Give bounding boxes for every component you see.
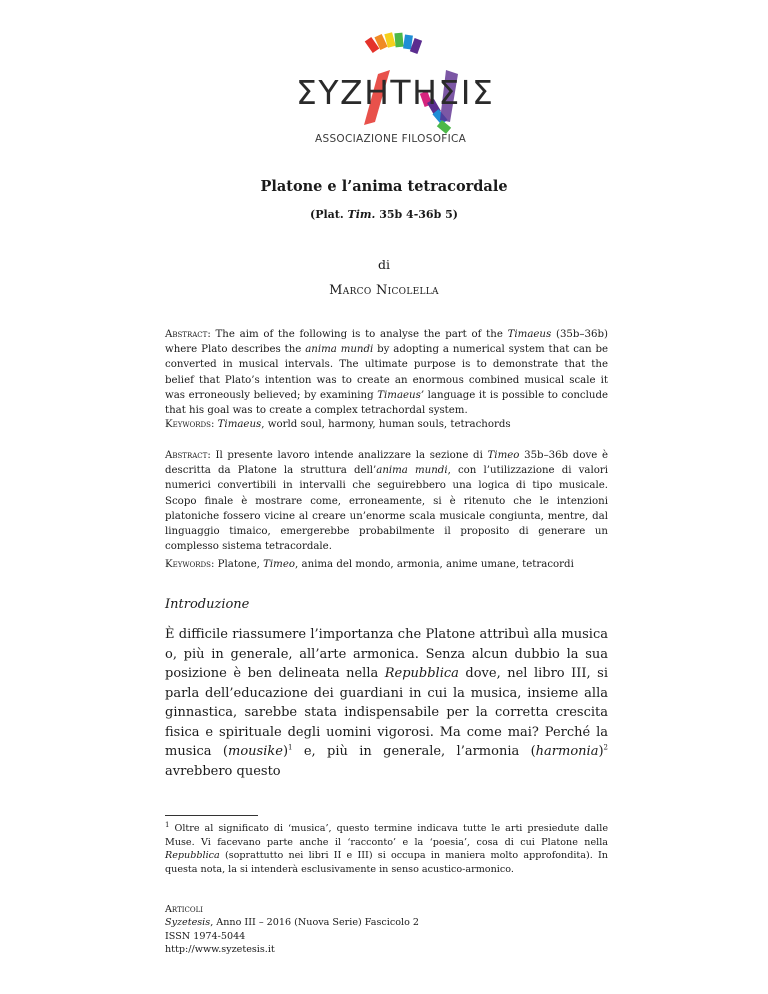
body-paragraph: È difficile riassumere l’importanza che Platone attribuì alla musica o, più in generale, all’arte armonica. Senza alcun dubbio la sua posizione è ben delineata nella Repubblica dove, nel libro III, si parla dell’educazione dei guardiani in cui la musica, insieme alla ginnastica, sarebbe stata indispensabile per la corretta crescita fisica e spirituale degli uomini vigorosi. Ma come mai? Perché la musica (mousike)$^1$ e, più in generale, l’armonia (harmonia)$^2$ avrebbero questo: [165, 627, 609, 779]
subtitle-suffix: 35b 4-36b 5): [375, 208, 458, 221]
body-italic: harmonia: [535, 744, 599, 759]
footnote-divider: [165, 815, 258, 816]
footer-url[interactable]: http://www.syzetesis.it: [165, 943, 275, 955]
body-text: dove, nel libro III, si parla dell’educazione dei guardiani in cui la musica, insieme alla ginnastica, sarebbe stata indispensabile per la corretta crescita fisica e spirituale degli uomini vigorosi. Ma come mai? Perché la musica (: [165, 666, 609, 759]
footnote: [165, 822, 608, 876]
footnote-italic: Repubblica: [165, 850, 220, 861]
abstract-italic: Timeo: [487, 450, 520, 461]
keywords-sep: :: [210, 419, 218, 430]
footnote-ref[interactable]: 1: [288, 743, 293, 752]
abstract-label: Abstract: [165, 329, 208, 340]
subtitle-italic: Tim.: [347, 208, 376, 221]
abstract-italic: Timaeus: [507, 329, 552, 340]
abstract-text: (35b–36b) where Plato describes the: [165, 329, 608, 356]
footer-issn: ISSN 1974-5044: [165, 930, 246, 942]
keywords-english: [165, 417, 608, 432]
article-subtitle: [0, 208, 768, 221]
author-name: Marco Nicolella: [329, 283, 439, 298]
footnote-ref[interactable]: 2: [603, 743, 608, 752]
keywords-text: : Platone,: [210, 559, 264, 570]
footer-section: Articoli: [165, 904, 204, 915]
body-text: È difficile riassumere l’importanza che Platone attribuì alla musica o, più in generale, all’arte armonica. Senza alcun dubbio la sua posizione è ben delineata nella: [165, 627, 608, 681]
keywords-italic: Timeo: [263, 559, 296, 570]
footer-journal: [165, 916, 419, 929]
keywords-text: , world soul, harmony, human souls, tetrachords: [261, 419, 511, 430]
body-text: e, più in generale, l’armonia (: [292, 744, 536, 759]
keywords-italic: Timaeus: [217, 419, 262, 430]
abstract-text: : Il presente lavoro intende analizzare la sezione di: [207, 450, 488, 461]
abstract-italian: [165, 448, 608, 554]
abstract-label: Abstract: [165, 450, 208, 461]
abstract-text: language it is possible to conclude that his goal was to create a complex tetrachordal system.: [165, 389, 608, 417]
page-footer: [165, 903, 419, 956]
abstract-text: , con l’utilizzazione di valori numerici convertibili in intervalli che seguirebbero una logica di tipo musicale. Scopo finale è mostrare come, erroneamente, si è ritenuto che le intenzioni platoniche fossero vicine al creare un’enorme scala musicale congiunta, mentre, dal linguaggio timaico, emergerebbe probabilmente il proposito di generare un complesso sistema tetracordale.: [165, 465, 608, 553]
logo-subtitle: ASSOCIAZIONE FILOSOFICA: [315, 133, 467, 145]
abstract-italic: anima mundi: [376, 465, 448, 477]
footnote-text: (soprattutto nei libri II e III) si occupa in maniera molto approfondita). In questa nota, la si intenderà esclusivamente in senso acustico-armonico.: [165, 850, 608, 875]
article-title: Platone e l’anima tetracordale: [260, 178, 508, 195]
footnote-number: 1: [165, 820, 170, 829]
abstract-text: : The aim of the following is to analyse the part of the: [207, 329, 508, 340]
subtitle-prefix: (Plat.: [310, 208, 348, 221]
keywords-italian: [165, 557, 608, 572]
logo-title: ΣΥΖΗΤΗΣΙΣ: [296, 73, 495, 112]
body-text: avrebbero questo: [165, 763, 281, 779]
logo-color-arc-top: [365, 32, 422, 54]
abstract-italic: anima mundi: [305, 344, 374, 356]
keywords-text: , anima del mondo, armonia, anime umane, tetracordi: [295, 559, 574, 570]
keywords-label: Keywords: [165, 559, 211, 570]
body-italic: mousike: [228, 744, 283, 759]
abstract-english: [165, 327, 608, 418]
abstract-italic: Timaeus’: [377, 389, 425, 401]
abstract-text: 35b–36b dove è descritta da Platone la struttura dell’: [165, 450, 608, 477]
footnote-text: Oltre al significato di ‘musica’, questo termine indicava tutte le arti presiedute dalle Muse. Vi facevano parte anche il ‘racconto’ e la ‘poesia’, cosa di cui Platone nella: [165, 823, 608, 848]
footer-issue: , Anno III – 2016 (Nuova Serie) Fascicolo 2: [210, 917, 420, 929]
byline-di: di: [378, 257, 390, 272]
body-italic: Repubblica: [384, 666, 459, 681]
keywords-label: Keywords: [165, 419, 211, 430]
footer-journal-name: Syzetesis: [165, 917, 211, 929]
section-heading: Introduzione: [165, 597, 250, 612]
abstract-text: by adopting a numerical system that can be converted in musical intervals. The ultimate purpose is to demonstrate that the belief that Plato’s intention was to create an enormous combined musical scale it was erroneously believed; by examining: [165, 344, 608, 401]
